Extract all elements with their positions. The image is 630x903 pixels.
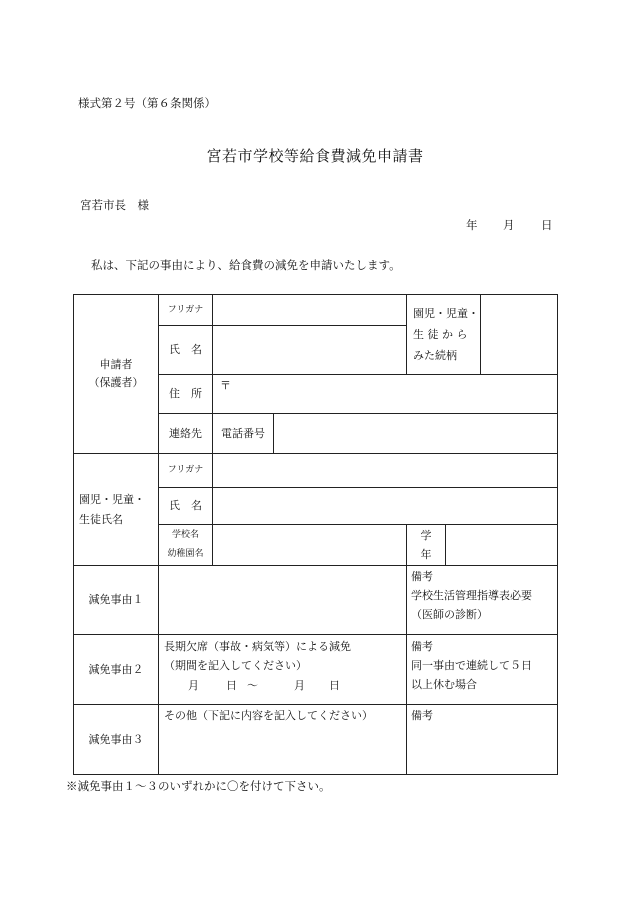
applicant-furigana-label: フリガナ	[167, 304, 204, 315]
reason-3-field[interactable]	[159, 727, 406, 774]
reason-1-note	[411, 567, 532, 624]
student-furigana-label: フリガナ	[167, 465, 204, 476]
applicant-name-label: 氏 名	[169, 343, 202, 357]
grade-label	[407, 525, 445, 565]
relationship-field[interactable]	[481, 295, 557, 374]
reason-2-tilde: ～	[247, 679, 258, 692]
applicant-section-label	[74, 342, 158, 406]
relation-line-3: みた続柄	[413, 349, 457, 362]
intro-text: 私は、下記の事由により、給食費の減免を申請いたします。	[91, 258, 401, 272]
date-month: 月	[503, 218, 515, 232]
student-name-label: 氏 名	[169, 499, 202, 513]
guardian-label: （保護者）	[88, 376, 144, 389]
reason-1-note-line-1: 学校生活管理指導表必要	[411, 589, 532, 602]
reason-1-note-title: 備考	[411, 570, 433, 583]
kindergarten-name-label: 幼稚園名	[167, 549, 204, 559]
address-field[interactable]	[236, 375, 556, 413]
reason-1-note-line-2: （医師の診断）	[411, 608, 488, 621]
reason-1-label[interactable]: 減免事由１	[88, 593, 144, 607]
grade-label-2: 年	[420, 548, 432, 561]
form-number: 様式第２号（第６条関係）	[78, 96, 216, 110]
reason-2-note	[411, 637, 532, 694]
grade-field[interactable]	[446, 525, 557, 565]
phone-label: 電話番号	[221, 426, 265, 440]
reason-2-day-2: 日	[329, 679, 340, 692]
date-day: 日	[541, 218, 553, 232]
phone-field[interactable]	[274, 414, 557, 453]
reason-3-text: その他（下記に内容を記入してください）	[164, 709, 373, 722]
reason-3-note-title: 備考	[411, 709, 433, 722]
applicant-furigana-field[interactable]	[213, 295, 406, 325]
reason-2-day-1: 日	[226, 679, 237, 692]
relation-line-2: 生 徒 か ら	[413, 328, 468, 341]
reason-2-month-1: 月	[188, 679, 199, 692]
relation-line-1: 園児・児童・	[413, 307, 479, 320]
date-year: 年	[466, 218, 478, 232]
footnote: ※減免事由１～３のいずれかに〇を付けて下さい。	[66, 779, 331, 793]
reason-2-text-line-2: （期間を記入してください）	[164, 659, 307, 672]
school-label	[159, 525, 212, 565]
student-name-field[interactable]	[213, 488, 557, 524]
student-label-line-2: 生徒氏名	[79, 513, 123, 526]
reason-2-note-line-2: 以上休む場合	[411, 678, 477, 691]
grade-label-1: 学	[420, 529, 432, 542]
student-label-line-1: 園児・児童・	[79, 493, 145, 506]
reason-2-text	[164, 637, 351, 675]
reason-3-label[interactable]: 減免事由３	[88, 732, 144, 746]
reason-2-note-line-1: 同一事由で連続して５日	[411, 659, 532, 672]
relationship-label	[413, 303, 479, 366]
reason-2-label[interactable]: 減免事由２	[88, 662, 144, 676]
student-section-label	[79, 490, 145, 530]
applicant-label: 申請者	[99, 358, 133, 372]
form-title: 宮若市学校等給食費減免申請書	[206, 147, 424, 165]
address-label: 住 所	[169, 387, 202, 401]
school-field[interactable]	[213, 525, 406, 565]
applicant-name-field[interactable]	[213, 326, 406, 374]
addressee: 宮若市長 様	[80, 198, 149, 212]
student-furigana-field[interactable]	[213, 454, 557, 487]
contact-label: 連絡先	[169, 426, 202, 440]
reason-2-month-2: 月	[294, 679, 305, 692]
postal-mark: 〒	[220, 379, 231, 392]
reason-1-field[interactable]	[159, 566, 406, 634]
reason-2-text-line-1: 長期欠席（事故・病気等）による減免	[164, 640, 351, 653]
school-name-label: 学校名	[171, 530, 199, 540]
reason-2-note-title: 備考	[411, 640, 433, 653]
